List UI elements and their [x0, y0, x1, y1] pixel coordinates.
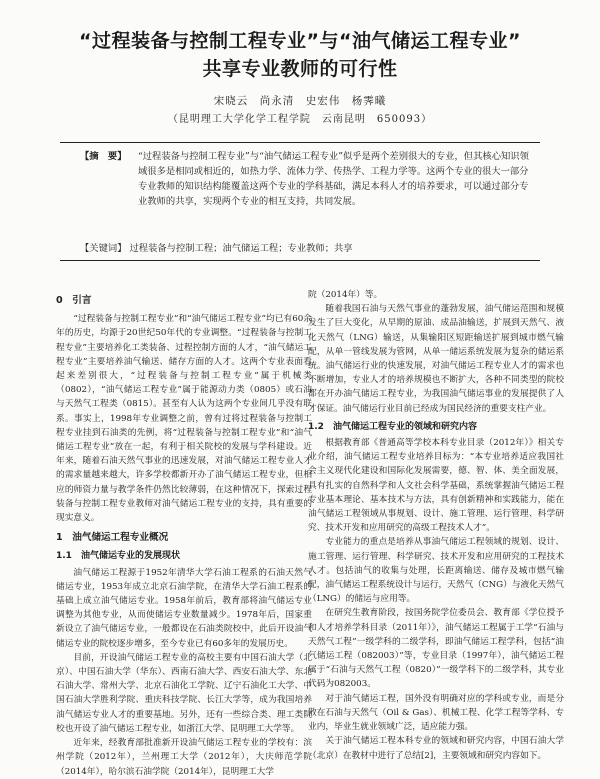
paragraph: 根据教育部《普通高等学校本科专业目录（2012年）》相关专业介绍，油气储运工程专业培养目标为：“本专业培养适应我国社会主义现代化建设和国际化发展需要，德、智、体、美全面发展，具有扎实的自然科学和人文社会科学基础，系统掌握油气储运工程专业基本理论、基本技术与方法，具有创新精神和实践能力，能在油气储运工程领域从事规划、设计、施工管理、运行管理、科学研究、技术开发和应用研究的高级工程技术人才”。	[308, 438, 564, 534]
paragraph: 院（2014年）等。	[308, 290, 383, 300]
paragraph: 油气储运工程源于1952年清华大学石油工程系的石油天然气储运专业，1953年成立北京石油学院，在清华大学石油工程系的基础上成立油气储运专业。1958年前后，教育部将油气储运专业调整为其他专业，从而使储运专业数量减少。1978年后，国家重新设立了油气储运专业，一般都设在石油类院校中，此后开设油气储运专业的院校逐步增多，至今专业已有60多年的发展历史。	[56, 567, 312, 649]
abstract-text: “过程装备与控制工程专业”与“油气储运工程专业”似乎是两个差别很大的专业，但其核心知识领域很多是相同或相近的，如热力学、流体力学、传热学、工程力学等。这两个专业的很大一部分专业教师的知识结构能覆盖这两个专业的学科基础，满足本科人才的培养要求，可以通过部分专业教师的共享，实现两个专业的相互支持，共同发展。	[138, 151, 529, 207]
paragraph: 目前，开设油气储运工程专业的高校主要有中国石油大学（北京）、中国石油大学（华东）、西南石油大学、西安石油大学、东北石油大学、常州大学、北京石油化工学院、辽宁石油化工大学、中国石油大学胜利学院、重庆科技学院、长江大学等，成为我国培养油气储运专业人才的重要基地。另外，还有一些综合类、理工类院校也开设了油气储运工程专业，如浙江大学、昆明理工大学等。	[56, 652, 312, 734]
right-column	[308, 288, 564, 763]
authors: 宋晓云 尚永清 史宏伟 杨霁曦	[213, 95, 387, 107]
paragraph: 随着我国石油与天然气事业的蓬勃发展，油气储运范围和规模发生了巨大变化，从早期的原油、成品油输送，扩展到天然气、液化天然气（LNG）输送，从集输阳区短距输送扩展到城市燃气输配，从单一管线发展为管网，从单一储运系统发展为复杂的储运系统。油气储运行业的快速发展，对油气储运工程专业人才的需求也不断增加，专业人才的培养规模也不断扩大，各种不同类型的院校都在开办油气储运工程专业，为我国油气储运事业的发展提供了人才保证。油气储运行业目前已经成为国民经济的重要支柱产业。	[308, 304, 564, 414]
left-column	[56, 288, 312, 779]
section-heading: 1 油气储运工程专业概况	[56, 532, 169, 544]
abstract-label: 【摘 要】	[80, 151, 127, 162]
paragraph: 近年来，经教育部批准新开设油气储运工程专业的学校有：滨州学院（2012年），兰州理工大学（2012年），大庆师范学院（2014年），哈尔滨石油学院（2014年），昆明理工大学	[56, 738, 312, 777]
affiliation: （昆明理工大学化学工程学院 云南昆明 650093）	[167, 114, 433, 125]
paper-title-line1: “过程装备与控制工程专业”与“油气储运工程专业”	[79, 30, 521, 52]
keywords-text: 过程装备与控制工程；油气储运工程；专业教师；共享	[129, 243, 353, 254]
keywords-row	[80, 241, 528, 256]
subsection-heading: 1.2 油气储运工程专业的领域和研究内容	[308, 421, 477, 432]
abstract-box	[60, 142, 540, 261]
paragraph: 专业能力的重点是培养从事油气储运工程领域的规划、设计、施工管理、运行管理、科学研究、技术开发和应用研究的工程技术人才。包括油气的收集与处理，长距离输送、储存及城市燃气输配，油气储运工程系统设计与运行，天然气（CNG）与液化天然气（LNG）的储运与应用等。	[308, 537, 564, 605]
keywords-label: 【关键词】	[80, 243, 127, 254]
paragraph: “过程装备与控制工程专业”和“油气储运工程专业”均已有60余年的历史，均源于20世纪50年代的专业调整。“过程装备与控制工程专业”主要培养化工类装备、过程控制方面的人才，“油气储运工程专业”主要培养油气输送、储存方面的人才。这两个专业表面看起来差别很大，“过程装备与控制工程专业”属于机械类（0802），“油气储运工程专业”属于能源动力类（0805）或石油与天然气工程类（0815）。甚至有人认为这两个专业间几乎没有联系。事实上，1998年专业调整之前，曾有过将过程装备与控制工程专业挂到石油类的先例，将“过程装备与控制工程专业”和“油气储运工程专业”放在一起，有利于相关院校的发展与学科建设。近年来，随着石油天然气事业的迅速发展，对油气储运工程专业人才的需求量越来越大，许多学校都新开办了油气储运工程专业，但相应的师资力量与教学条件仍然比较薄弱，在这种情况下，探索过程装备与控制工程专业教师对油气储运工程专业的支持，具有重要的现实意义。	[56, 314, 312, 524]
paragraph: 在研究生教育阶段，按国务院学位委员会、教育部《学位授予和人才培养学科目录（2011年）》，油气储运工程属于工学“石油与天然气工程”一级学科的二级学科，即油气储运工程学科，包括“油气储运工程（082003）”等，专业目录（1997年），油气储运工程属于“石油与天然气工程（0820）”一级学科下的二级学科，其专业代码为082003。	[308, 608, 564, 690]
section-heading: 0 引言	[56, 295, 92, 306]
paragraph: 对于油气储运工程，国外没有明确对应的学科或专业，而是分散在石油与天然气（Oil & Gas）、机械工程、化学工程等学科、专业内，毕业生就业领域广泛，适应能力强。	[308, 693, 564, 733]
paper-title-line2: 共享专业教师的可行性	[202, 58, 398, 80]
paragraph: 关于油气储运工程本科专业的领域和研究内容，中国石油大学（北京）在教材中进行了总结[2]，主要领域和研究内容如下。	[308, 736, 564, 761]
subsection-heading: 1.1 油气储运专业的发展现状	[56, 551, 180, 562]
